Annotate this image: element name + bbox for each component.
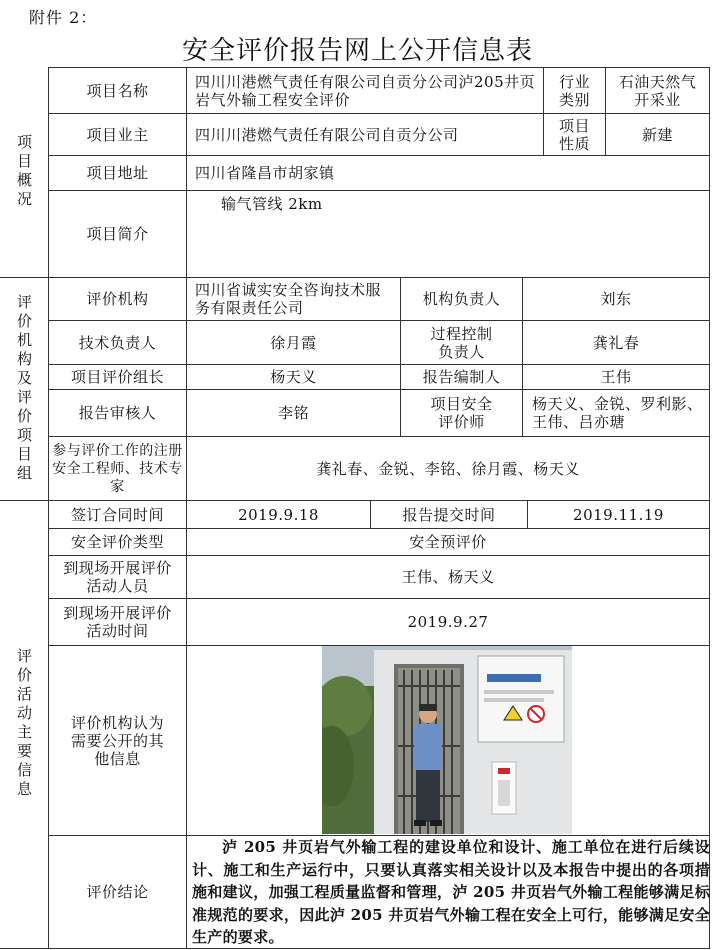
section-activities-label: 评价活动主要信息: [15, 648, 33, 800]
project-summary: 输气管线 2km: [221, 195, 323, 213]
industry: 石油天然气开采业: [618, 72, 697, 109]
submit-date-label: 报告提交时间: [402, 505, 496, 524]
contract-date-label: 签订合同时间: [70, 505, 164, 524]
section-overview-label: 项目概况: [15, 134, 33, 210]
evaluation-type: 安全预评价: [409, 533, 487, 551]
project-name-label: 项目名称: [86, 81, 149, 100]
report-author: 王伟: [600, 368, 632, 386]
safety-evaluators-label: 项目安全评价师: [430, 395, 493, 431]
onsite-date-label: 到现场开展评价活动时间: [63, 604, 172, 640]
engineers: 龚礼春、金锐、李铭、徐月霞、杨天义: [316, 459, 580, 478]
project-name: 四川川港燃气责任有限公司自贡分公司泸205井页岩气外输工程安全评价: [195, 72, 536, 109]
onsite-people-label: 到现场开展评价活动人员: [63, 559, 172, 595]
other-info-label: 评价机构认为需要公开的其他信息: [70, 713, 164, 768]
contract-date: 2019.9.18: [238, 505, 319, 524]
onsite-date: 2019.9.27: [407, 613, 489, 631]
tech-head: 徐月霞: [270, 333, 317, 352]
conclusion-text: 泸 205 井页岩气外输工程的建设单位和设计、施工单位在进行后续设计、施工和生产运行中，只要认真落实相关设计以及本报告中提出的各项措施和建议，加强工程质量监督和管理，泸 205 井页岩气外输工程能够满足标准规范的要求，因此泸 205 井页岩气外输工程在安全上可行，能够满足安全生产的要求。: [192, 838, 710, 946]
section-agency: [0, 277, 48, 500]
conclusion-label: 评价结论: [86, 883, 149, 901]
org-head-label: 机构负责人: [422, 290, 501, 308]
reviewer-label: 报告审核人: [78, 404, 157, 422]
section-overview: [0, 67, 48, 277]
process-head-label: 过程控制负责人: [430, 324, 493, 361]
site-photo: [322, 646, 572, 834]
project-owner: 四川川港燃气责任有限公司自贡分公司: [195, 125, 459, 144]
industry-label: 行业类别: [558, 72, 590, 109]
project-nature: 新建: [641, 125, 673, 144]
reviewer: 李铭: [277, 404, 309, 422]
section-activities: [0, 500, 48, 948]
page-title: 安全评价报告网上公开信息表: [181, 36, 533, 66]
nature-label: 项目性质: [558, 116, 590, 153]
safety-evaluators: 杨天义、金锐、罗利影、王伟、吕亦瑭: [532, 395, 703, 431]
evaluation-org: 四川省诚实安全咨询技术服务有限责任公司: [195, 281, 382, 317]
owner-label: 项目业主: [86, 125, 149, 144]
report-author-label: 报告编制人: [422, 368, 501, 386]
address-label: 项目地址: [86, 164, 149, 182]
section-agency-label: 评价机构及评价项目组: [15, 293, 33, 484]
org-head: 刘东: [600, 290, 632, 308]
project-address: 四川省隆昌市胡家镇: [195, 164, 335, 182]
summary-label: 项目简介: [86, 225, 149, 243]
engineers-label: 参与评价工作的注册安全工程师、技术专家: [52, 442, 183, 495]
team-leader: 杨天义: [270, 368, 317, 386]
type-label: 安全评价类型: [70, 533, 164, 551]
team-leader-label: 项目评价组长: [70, 368, 164, 386]
onsite-people: 王伟、杨天义: [401, 568, 495, 586]
attachment-label: 附件 2：: [29, 8, 98, 27]
org-label: 评价机构: [86, 290, 149, 308]
submit-date: 2019.11.19: [573, 505, 664, 524]
tech-head-label: 技术负责人: [78, 333, 157, 352]
process-head: 龚礼春: [592, 333, 640, 352]
